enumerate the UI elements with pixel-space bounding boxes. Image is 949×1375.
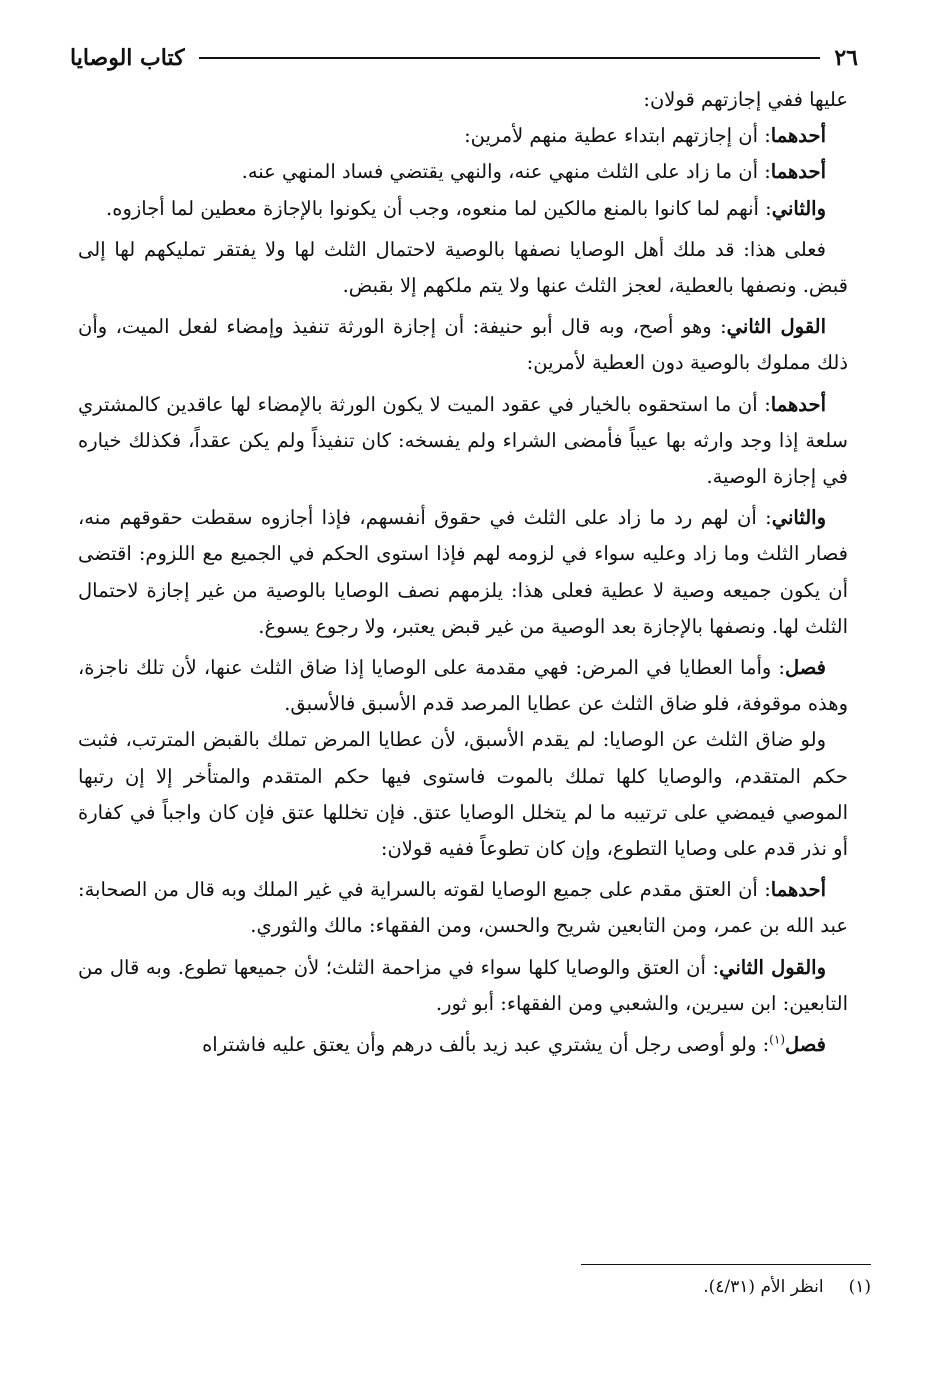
page-header bbox=[70, 38, 858, 78]
paragraph-text: : أن العتق مقدم على جميع الوصايا لقوته بالسراية في غير الملك وبه قال من الصحابة: عبد الله بن عمر، ومن التابعين شريح والحسن، ومن الفقهاء: مالك والثوري. bbox=[78, 878, 848, 938]
paragraph bbox=[78, 154, 848, 190]
footnote-text: انظر الأم (٤/٣١). bbox=[703, 1277, 824, 1297]
paragraph bbox=[78, 950, 848, 1022]
paragraph-text: : أن إجازتهم ابتداء عطية منهم لأمرين: bbox=[464, 124, 771, 148]
header-rule bbox=[199, 57, 821, 59]
book-title: كتاب الوصايا bbox=[70, 45, 185, 71]
paragraph-lead: أحدهما bbox=[770, 392, 826, 416]
paragraph bbox=[78, 650, 848, 722]
paragraph-lead: أحدهما bbox=[770, 160, 826, 184]
footnote-reference[interactable]: (١) bbox=[769, 1032, 785, 1047]
paragraph-lead: أحدهما bbox=[770, 878, 826, 902]
paragraph-text: : أنهم لما كانوا بالمنع مالكين لما منعوه، وجب أن يكونوا بالإجازة معطين لما أجازوه. bbox=[106, 196, 772, 220]
paragraph bbox=[78, 118, 848, 154]
paragraph-text: عليها ففي إجازتهم قولان: bbox=[643, 88, 848, 111]
paragraph-text: : أن ما زاد على الثلث منهي عنه، والنهي يقتضي فساد المنهي عنه. bbox=[241, 160, 771, 184]
footnote-separator bbox=[581, 1264, 871, 1265]
paragraph-text: : أن لهم رد ما زاد على الثلث في حقوق أنفسهم، فإذا أجازوه سقطت حقوقهم منه، فصار الثلث وما زاد وعليه سواء في لزومه لهم فإذا استوى الحكم في الجميع مع اللزوم: اقتضى أن يكون جميعه وصية لا عطية فعلى هذا: يلزمهم نصف الوصايا بالوصية من غير إجازة لاحتمال الثلث لها. ونصفها بالإجازة بعد الوصية من غير قبض يعتبر، ولا رجوع يسوغ. bbox=[78, 506, 848, 638]
paragraph-lead: والثاني bbox=[771, 506, 826, 530]
page-number: ٢٦ bbox=[834, 45, 858, 71]
paragraph bbox=[78, 387, 848, 496]
paragraph bbox=[78, 722, 848, 867]
paragraph-text: : أن ما استحقوه بالخيار في عقود الميت لا يكون الورثة بالإمضاء لها عاقدين كالمشتري سلعة إذا وجد وارثه بها عيباً فأمضى الشراء ولم يفسخه: كان تنفيذاً ولم يكن عقداً، فكذلك خياره في إجازة الوصية. bbox=[78, 392, 848, 489]
paragraph-lead: القول الثاني bbox=[726, 315, 826, 339]
paragraph-text: : وأما العطايا في المرض: فهي مقدمة على الوصايا إذا ضاق الثلث عنها، لأن تلك ناجزة، وهذه موقوفة، فلو ضاق الثلث عن عطايا المرصد قدم الأسبق فالأسبق. bbox=[78, 656, 848, 716]
paragraph-text: فعلى هذا: قد ملك أهل الوصايا نصفها بالوصية لاحتمال الثلث لها ولا يفتقر تمليكهم لها إلى قبض. ونصفها بالعطية، لعجز الثلث عنها ولا يتم ملكهم إلا بقبض. bbox=[78, 237, 848, 298]
paragraph-lead: والثاني bbox=[771, 196, 826, 220]
paragraph-lead: والقول الثاني bbox=[719, 955, 826, 979]
footnote-marker: (١) bbox=[848, 1277, 871, 1297]
page-body bbox=[78, 82, 848, 1063]
paragraph-text: : ولو أوصى رجل أن يشتري عبد زيد بألف درهم وأن يعتق عليه فاشتراه bbox=[202, 1033, 770, 1057]
paragraph-text: : أن العتق والوصايا كلها سواء في مزاحمة الثلث؛ لأن جميعها تطوع. وبه قال من التابعين: ابن سيرين، والشعبي ومن الفقهاء: أبو ثور. bbox=[78, 955, 848, 1015]
paragraph bbox=[78, 191, 848, 227]
paragraph-text: : وهو أصح، وبه قال أبو حنيفة: أن إجازة الورثة تنفيذ وإمضاء لفعل الميت، وأن ذلك مملوك بالوصية دون العطية لأمرين: bbox=[78, 315, 848, 375]
paragraph bbox=[78, 82, 848, 118]
paragraph-text: ولو ضاق الثلث عن الوصايا: لم يقدم الأسبق، لأن عطايا المرض تملك بالقبض المترتب، فثبت حكم المتقدم، والوصايا كلها تملك بالموت فاستوى فيها حكم المتقدم والمتأخر إلا إن رتبها الموصي فيمضي على ترتيبه ما لم يتخلل الوصايا عتق. فإن تخللها عتق فإن كان واجباً في كفارة أو نذر قدم على وصايا التطوع، وإن كان تطوعاً ففيه قولان: bbox=[78, 728, 848, 861]
paragraph bbox=[78, 500, 848, 645]
paragraph bbox=[78, 232, 848, 304]
paragraph-lead: أحدهما bbox=[770, 124, 826, 148]
paragraph bbox=[78, 1027, 848, 1063]
footnote bbox=[371, 1272, 871, 1302]
paragraph-lead: فصل bbox=[785, 656, 826, 680]
paragraph bbox=[78, 872, 848, 944]
paragraph-lead: فصل bbox=[785, 1033, 826, 1057]
paragraph bbox=[78, 309, 848, 381]
